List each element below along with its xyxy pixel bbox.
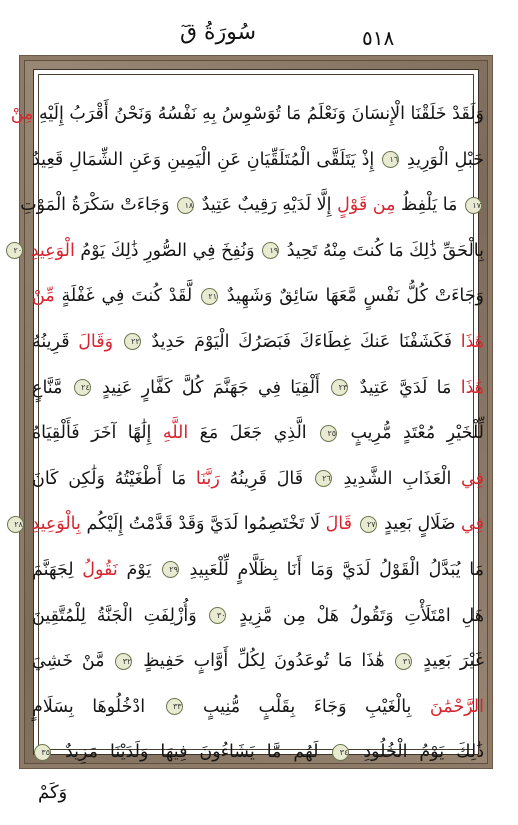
verse-text: ادْخُلُوهَا بِسَلَامٍ [32, 696, 164, 717]
highlighted-word: اللَّهِ [162, 423, 189, 444]
verse-text: حَبْلِ الْوَرِيدِ [401, 149, 484, 170]
text-line [20, 183, 484, 229]
highlighted-word: نَقُولُ [82, 559, 118, 580]
verse-text: مَّنَّاعٍ [32, 377, 72, 398]
ayah-number-marker: ٢٦ [315, 470, 332, 487]
highlighted-word: الْوَعِيدِ [30, 240, 75, 261]
verse-text: وَلَقَدْ خَلَقْنَا الْإِنسَانَ وَنَعْلَمُ مَا تُوَسْوِسُ بِهِ نَفْسُهُ وَنَحْنُ أَقْرَبُ إِلَيْهِ [33, 104, 484, 124]
ayah-number-marker: ٣٤ [332, 744, 349, 761]
text-line [32, 366, 484, 412]
verse-text: وَنُفِخَ فِي الصُّورِ ذَٰلِكَ يَوْمُ [74, 240, 261, 261]
verse-text: مَا يَلْفِظُ [395, 195, 463, 216]
ayah-number-marker: ٣١ [395, 653, 412, 670]
text-line [32, 411, 484, 457]
highlighted-word: مِن قَوْلٍ [337, 195, 396, 216]
highlighted-word: فِي [461, 514, 484, 535]
verse-text: لَّقَدْ كُنتَ فِي غَفْلَةٍ [54, 286, 199, 307]
text-line [32, 274, 484, 320]
verse-text: وَجَاءَتْ كُلُّ نَفْسٍ مَّعَهَا سَائِقٌ وَشَهِيدٌ [219, 286, 484, 307]
text-line [32, 457, 484, 503]
verse-text: ضَلَالٍ بَعِيدٍ [378, 514, 462, 535]
verse-text: بِالْحَقِّ ذَٰلِكَ مَا كُنتَ مِنْهُ تَحِيدُ [281, 240, 484, 261]
highlighted-word: بِالْوَعِيدِ [31, 514, 81, 535]
highlighted-word: فِي [461, 468, 484, 489]
highlighted-word: رَبَّنَا [195, 468, 220, 489]
verse-text: غَيْرَ بَعِيدٍ [414, 651, 484, 672]
text-line [10, 92, 484, 138]
text-line [32, 730, 484, 776]
verse-text: وَأُزْلِفَتِ الْجَنَّةُ لِلْمُتَّقِينَ [32, 605, 208, 626]
ayah-number-marker: ١٦ [382, 151, 399, 168]
verse-text: أَلْقِيَا فِي جَهَنَّمَ كُلَّ كَفَّارٍ عَنِيدٍ [92, 377, 330, 398]
verse-text: وَجَاءَتْ سَكْرَةُ الْمَوْتِ [20, 195, 176, 216]
highlighted-word: قَالَ [325, 514, 352, 535]
text-line [13, 229, 484, 275]
ayah-number-marker: ٢٧ [360, 516, 377, 533]
quran-text-block [10, 92, 485, 776]
catchword: وَكَمْ [38, 782, 68, 803]
ayah-number-marker: ٢٨ [7, 516, 24, 533]
verse-text: الَّذِي جَعَلَ مَعَ [188, 423, 319, 444]
ayah-number-marker: ٢٢ [124, 333, 141, 350]
text-line [32, 138, 484, 184]
text-line [32, 639, 484, 685]
verse-text: لَهُم مَّا يَشَاءُونَ فِيهَا وَلَدَيْنَا مَزِيدٌ [53, 742, 331, 763]
ayah-number-marker: ٣٥ [34, 744, 51, 761]
verse-text: مَا لَدَيَّ عَتِيدٌ [350, 377, 461, 398]
verse-text: لِجَهَنَّمَ [32, 559, 83, 580]
verse-text: هَٰذَا مَا تُوعَدُونَ لِكُلِّ أَوَّابٍ حَفِيظٍ [134, 651, 394, 672]
page-number: ٥١٨ [362, 26, 395, 50]
text-line [32, 320, 484, 366]
ayah-number-marker: ٢١ [201, 288, 218, 305]
highlighted-word: هَٰذَا [460, 377, 484, 398]
highlighted-word: هَٰذَا [460, 331, 484, 352]
surah-title: سُورَةُ قٓ [179, 20, 256, 45]
verse-text: هَلِ امْتَلَأْتِ وَتَقُولُ هَلْ مِن مَّزِيدٍ [228, 605, 485, 626]
text-line [14, 502, 484, 548]
ayah-number-marker: ٣٣ [166, 698, 183, 715]
verse-text [113, 332, 122, 352]
ayah-number-marker: ١٨ [177, 197, 194, 214]
verse-text: بِالْغَيْبِ وَجَاءَ بِقَلْبٍ مُّنِيبٍ [184, 696, 430, 717]
ayah-number-marker: ٣٠ [209, 607, 226, 624]
highlighted-word: مِّنْ [32, 286, 55, 307]
verse-text: قَرِينُهُ [32, 331, 79, 352]
ayah-number-marker: ١٧ [465, 197, 482, 214]
verse-text: الْعَذَابِ الشَّدِيدِ [333, 468, 462, 489]
highlighted-word: الرَّحْمَٰنَ [429, 696, 484, 717]
text-line [32, 594, 484, 640]
ayah-number-marker: ٢٠ [6, 242, 23, 259]
ayah-number-marker: ٢٥ [320, 425, 337, 442]
verse-text: إِلَّا لَدَيْهِ رَقِيبٌ عَتِيدٌ [196, 195, 338, 216]
ayah-number-marker: ٢٣ [331, 379, 348, 396]
text-line [32, 548, 484, 594]
verse-text: لِّلْخَيْرِ مُعْتَدٍ مُّرِيبٍ [339, 423, 485, 444]
verse-text: لَا تَخْتَصِمُوا لَدَيَّ وَقَدْ قَدَّمْتُ إِلَيْكُم [80, 514, 326, 535]
verse-text: إِذْ يَتَلَقَّى الْمُتَلَقِّيَانِ عَنِ الْيَمِينِ وَعَنِ الشِّمَالِ قَعِيدٌ [32, 149, 381, 170]
highlighted-word: وَقَالَ [78, 331, 114, 352]
text-line [32, 685, 484, 731]
verse-text: مَّنْ خَشِيَ [32, 651, 114, 672]
verse-text: إِلَٰهًا آخَرَ فَأَلْقِيَاهُ [32, 423, 163, 444]
verse-text: قَالَ قَرِينُهُ [219, 468, 313, 489]
verse-text: يَوْمَ [117, 559, 160, 580]
highlighted-word: مِنْ [10, 104, 34, 124]
verse-text: ذَٰلِكَ يَوْمُ الْخُلُودِ [351, 742, 484, 763]
verse-text [352, 514, 358, 534]
verse-text: مَا يُبَدَّلُ الْقَوْلُ لَدَيَّ وَمَا أَنَا بِظَلَّامٍ لِّلْعَبِيدِ [180, 559, 484, 580]
page-header [0, 0, 518, 52]
ayah-number-marker: ٢٩ [162, 561, 179, 578]
verse-text: مَا أَطْغَيْتُهُ وَلَٰكِن كَانَ [32, 468, 196, 489]
ayah-number-marker: ١٩ [262, 242, 279, 259]
ayah-number-marker: ٢٤ [74, 379, 91, 396]
verse-text: فَكَشَفْنَا عَنكَ غِطَاءَكَ فَبَصَرُكَ الْيَوْمَ حَدِيدٌ [142, 331, 461, 352]
ayah-number-marker: ٣٢ [115, 653, 132, 670]
